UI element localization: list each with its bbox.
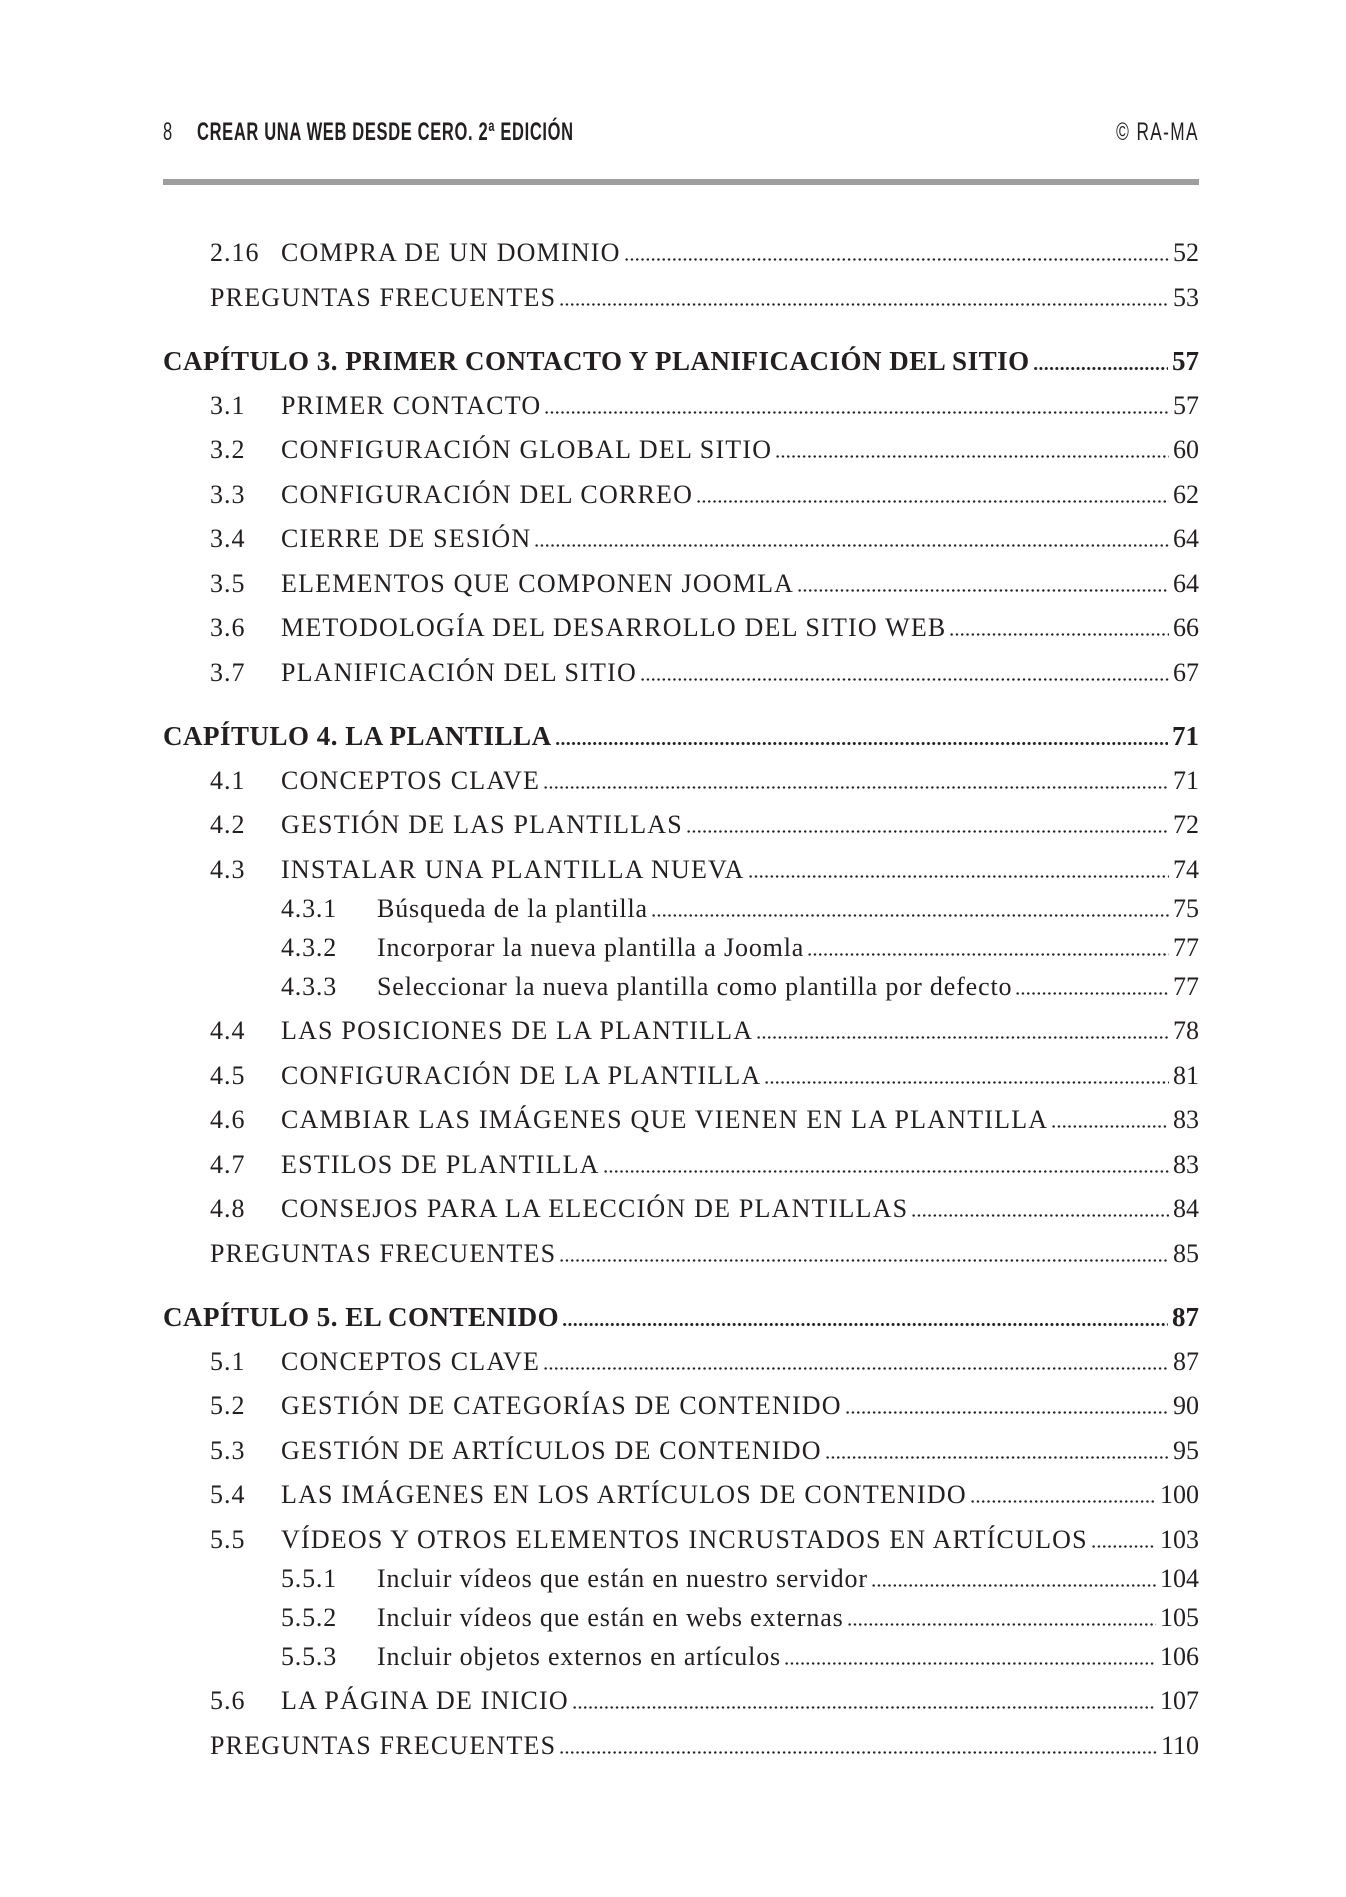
entry-title: PLANIFICACIÓN DEL SITIO xyxy=(281,657,637,687)
entry-page-number: 71 xyxy=(1173,765,1199,795)
toc-chapter-heading xyxy=(163,714,1199,759)
toc-section-entry xyxy=(163,1384,1199,1429)
entry-title: CONFIGURACIÓN DE LA PLANTILLA xyxy=(281,1060,762,1090)
toc-section-entry xyxy=(163,517,1199,562)
entry-title: CONCEPTOS CLAVE xyxy=(281,1346,541,1376)
dot-leader xyxy=(847,1623,1156,1626)
entry-number: 5.5.3 xyxy=(281,1642,337,1671)
dot-leader xyxy=(807,953,1169,956)
entry-number: 4.8 xyxy=(210,1194,246,1223)
entry-title: METODOLOGÍA DEL DESARROLLO DEL SITIO WEB xyxy=(281,613,947,642)
chapter-title: CAPÍTULO 3. PRIMER CONTACTO Y PLANIFICACIÓN DEL SITIO xyxy=(163,346,1030,376)
entry-page-number: 74 xyxy=(1173,854,1199,884)
toc-section-entry xyxy=(163,1187,1199,1232)
dot-leader xyxy=(1091,1545,1156,1548)
entry-page-number: 64 xyxy=(1173,524,1199,553)
entry-page-number: 100 xyxy=(1160,1480,1199,1509)
entry-title: Incluir vídeos que están en webs externas xyxy=(377,1603,844,1632)
entry-page-number: 57 xyxy=(1173,390,1199,420)
toc-section-entry xyxy=(163,562,1199,607)
entry-page-number: 52 xyxy=(1173,238,1199,267)
entry-number: 5.5 xyxy=(210,1524,246,1554)
entry-number: 5.1 xyxy=(210,1346,246,1376)
entry-page-number: 62 xyxy=(1173,479,1199,509)
entry-page-number: 77 xyxy=(1173,933,1199,962)
toc-section-entry xyxy=(163,651,1199,696)
chapter-title: CAPÍTULO 5. EL CONTENIDO xyxy=(163,1302,560,1332)
entry-title: Incorporar la nueva plantilla a Joomla xyxy=(377,933,805,962)
dot-leader xyxy=(555,742,1168,745)
entry-number: 5.4 xyxy=(210,1480,246,1509)
entry-page-number: 90 xyxy=(1173,1391,1199,1420)
toc-section-entry xyxy=(163,1340,1199,1385)
toc-subsection-group xyxy=(163,1559,1199,1676)
toc-faq-entry xyxy=(163,276,1199,321)
entry-page-number: 60 xyxy=(1173,435,1199,464)
entry-page-number: 106 xyxy=(1160,1642,1199,1671)
toc-section-entry xyxy=(163,606,1199,651)
toc-chapter xyxy=(163,1295,1199,1768)
header-publisher: © RA-MA xyxy=(1116,118,1199,146)
entry-title: PREGUNTAS FRECUENTES xyxy=(210,1238,557,1268)
entry-title: CAMBIAR LAS IMÁGENES QUE VIENEN EN LA PLANTILLA xyxy=(281,1105,1049,1134)
toc-section-entry xyxy=(163,384,1199,429)
toc-section-entry xyxy=(163,1009,1199,1054)
entry-title: Incluir vídeos que están en nuestro servidor xyxy=(377,1564,868,1593)
entry-title: INSTALAR UNA PLANTILLA NUEVA xyxy=(281,854,745,884)
dot-leader xyxy=(825,1456,1169,1459)
entry-title: GESTIÓN DE ARTÍCULOS DE CONTENIDO xyxy=(281,1435,822,1465)
entry-number: 4.1 xyxy=(210,765,246,795)
toc-section-entry xyxy=(163,428,1199,473)
chapter-page-number: 87 xyxy=(1172,1302,1199,1332)
dot-leader xyxy=(911,1214,1169,1217)
toc-section-entry xyxy=(163,1518,1199,1563)
entry-title: CONFIGURACIÓN DEL CORREO xyxy=(281,479,694,509)
entry-title: PREGUNTAS FRECUENTES xyxy=(210,282,557,312)
entry-page-number: 87 xyxy=(1173,1346,1199,1376)
entry-page-number: 84 xyxy=(1173,1194,1199,1223)
toc-subsection-group xyxy=(163,889,1199,1006)
entry-number: 4.4 xyxy=(210,1016,246,1045)
entry-number: 5.5.1 xyxy=(281,1564,337,1593)
toc-section-entry xyxy=(163,1679,1199,1724)
toc-section-entry xyxy=(163,1143,1199,1188)
entry-title: CONSEJOS PARA LA ELECCIÓN DE PLANTILLAS xyxy=(281,1194,909,1223)
entry-page-number: 53 xyxy=(1173,282,1199,312)
dot-leader xyxy=(949,633,1169,636)
dot-leader xyxy=(1051,1125,1169,1128)
toc-section-entry xyxy=(163,1429,1199,1474)
dot-leader xyxy=(784,1662,1156,1665)
entry-number: 4.3.3 xyxy=(281,972,337,1001)
dot-leader xyxy=(559,303,1169,306)
entry-number: 4.2 xyxy=(210,810,246,839)
entry-title: Incluir objetos externos en artículos xyxy=(377,1642,782,1671)
entry-number: 3.7 xyxy=(210,657,246,687)
entry-page-number: 104 xyxy=(1160,1564,1199,1593)
entry-page-number: 85 xyxy=(1173,1238,1199,1268)
dot-leader xyxy=(756,1036,1169,1039)
dot-leader xyxy=(559,1751,1157,1754)
entry-number: 4.6 xyxy=(210,1105,246,1134)
entry-number: 4.3.2 xyxy=(281,933,337,962)
toc-chapter-heading xyxy=(163,1295,1199,1340)
dot-leader xyxy=(543,1367,1169,1370)
toc-faq-entry xyxy=(163,1232,1199,1277)
entry-page-number: 107 xyxy=(1160,1686,1199,1715)
dot-leader xyxy=(534,544,1169,547)
header-rule xyxy=(163,179,1199,185)
entry-title: COMPRA DE UN DOMINIO xyxy=(281,238,621,267)
toc-chapter xyxy=(163,339,1199,695)
entry-number: 2.16 xyxy=(210,238,260,267)
dot-leader xyxy=(748,875,1169,878)
dot-leader xyxy=(696,500,1169,503)
dot-leader xyxy=(1033,367,1168,370)
toc-subsection-entry xyxy=(163,1559,1199,1598)
toc-chapter xyxy=(163,714,1199,1276)
toc-section-entry xyxy=(163,803,1199,848)
entry-title: CIERRE DE SESIÓN xyxy=(281,524,532,553)
entry-page-number: 110 xyxy=(1160,1730,1199,1760)
entry-title: CONCEPTOS CLAVE xyxy=(281,765,541,795)
dot-leader xyxy=(559,1259,1169,1262)
chapter-page-number: 57 xyxy=(1172,346,1199,376)
entry-number: 3.2 xyxy=(210,435,246,464)
entry-title: GESTIÓN DE CATEGORÍAS DE CONTENIDO xyxy=(281,1391,842,1420)
dot-leader xyxy=(572,1706,1156,1709)
toc-subsection-entry xyxy=(163,928,1199,967)
entry-title: PRIMER CONTACTO xyxy=(281,390,542,420)
toc-subsection-entry xyxy=(163,967,1199,1006)
entry-title: Búsqueda de la plantilla xyxy=(377,894,648,923)
chapter-page-number: 71 xyxy=(1172,721,1199,751)
toc-subsection-entry xyxy=(163,889,1199,928)
entry-number: 3.4 xyxy=(210,524,246,553)
toc-section-entry xyxy=(163,1098,1199,1143)
entry-title: VÍDEOS Y OTROS ELEMENTOS INCRUSTADOS EN ARTÍCULOS xyxy=(281,1524,1088,1554)
dot-leader xyxy=(651,914,1169,917)
toc-section-entry xyxy=(163,1473,1199,1518)
dot-leader xyxy=(686,830,1169,833)
chapter-title: CAPÍTULO 4. LA PLANTILLA xyxy=(163,721,552,751)
entry-title: LA PÁGINA DE INICIO xyxy=(281,1686,569,1715)
entry-title: GESTIÓN DE LAS PLANTILLAS xyxy=(281,810,683,839)
dot-leader xyxy=(543,786,1169,789)
toc-section-entry xyxy=(163,759,1199,804)
entry-title: Seleccionar la nueva plantilla como plantilla por defecto xyxy=(377,972,1013,1001)
entry-page-number: 95 xyxy=(1173,1435,1199,1465)
entry-number: 4.5 xyxy=(210,1060,246,1090)
entry-page-number: 105 xyxy=(1160,1603,1199,1632)
dot-leader xyxy=(797,589,1169,592)
entry-number: 4.7 xyxy=(210,1149,246,1179)
entry-number: 4.3 xyxy=(210,854,246,884)
entry-title: PREGUNTAS FRECUENTES xyxy=(210,1730,557,1760)
toc-faq-entry xyxy=(163,1724,1199,1769)
entry-number: 5.3 xyxy=(210,1435,246,1465)
entry-page-number: 75 xyxy=(1173,894,1199,923)
toc-continued-group xyxy=(163,231,1199,320)
entry-number: 5.6 xyxy=(210,1686,246,1715)
entry-page-number: 103 xyxy=(1160,1524,1199,1554)
entry-page-number: 64 xyxy=(1173,568,1199,598)
entry-title: ELEMENTOS QUE COMPONEN JOOMLA xyxy=(281,568,795,598)
dot-leader xyxy=(970,1500,1156,1503)
entry-page-number: 83 xyxy=(1173,1105,1199,1134)
entry-title: CONFIGURACIÓN GLOBAL DEL SITIO xyxy=(281,435,773,464)
toc-section-entry xyxy=(163,231,1199,276)
entry-page-number: 67 xyxy=(1173,657,1199,687)
entry-number: 3.6 xyxy=(210,613,246,642)
entry-page-number: 81 xyxy=(1173,1060,1199,1090)
entry-page-number: 72 xyxy=(1173,810,1199,839)
toc-chapter-heading xyxy=(163,339,1199,384)
entry-page-number: 78 xyxy=(1173,1016,1199,1045)
entry-title: LAS IMÁGENES EN LOS ARTÍCULOS DE CONTENIDO xyxy=(281,1480,967,1509)
entry-number: 5.2 xyxy=(210,1391,246,1420)
entry-number: 5.5.2 xyxy=(281,1603,337,1632)
entry-number: 3.5 xyxy=(210,568,246,598)
dot-leader xyxy=(764,1081,1169,1084)
header-page-number: 8 xyxy=(163,118,173,146)
toc-section-entry xyxy=(163,1054,1199,1099)
toc-section-entry xyxy=(163,473,1199,518)
entry-number: 3.3 xyxy=(210,479,246,509)
dot-leader xyxy=(871,1584,1156,1587)
entry-page-number: 66 xyxy=(1173,613,1199,642)
table-of-contents xyxy=(163,231,1199,1768)
header-book-title: CREAR UNA WEB DESDE CERO. 2ª EDICIÓN xyxy=(197,118,574,146)
dot-leader xyxy=(562,1323,1168,1326)
dot-leader xyxy=(603,1170,1169,1173)
toc-subsection-entry xyxy=(163,1637,1199,1676)
toc-subsection-entry xyxy=(163,1598,1199,1637)
dot-leader xyxy=(544,411,1169,414)
entry-number: 3.1 xyxy=(210,390,246,420)
dot-leader xyxy=(1015,992,1169,995)
dot-leader xyxy=(775,455,1169,458)
entry-title: LAS POSICIONES DE LA PLANTILLA xyxy=(281,1016,754,1045)
entry-page-number: 83 xyxy=(1173,1149,1199,1179)
dot-leader xyxy=(624,258,1169,261)
entry-page-number: 77 xyxy=(1173,972,1199,1001)
entry-title: ESTILOS DE PLANTILLA xyxy=(281,1149,600,1179)
dot-leader xyxy=(845,1411,1169,1414)
toc-section-entry xyxy=(163,848,1199,893)
entry-number: 4.3.1 xyxy=(281,894,337,923)
dot-leader xyxy=(640,678,1169,681)
